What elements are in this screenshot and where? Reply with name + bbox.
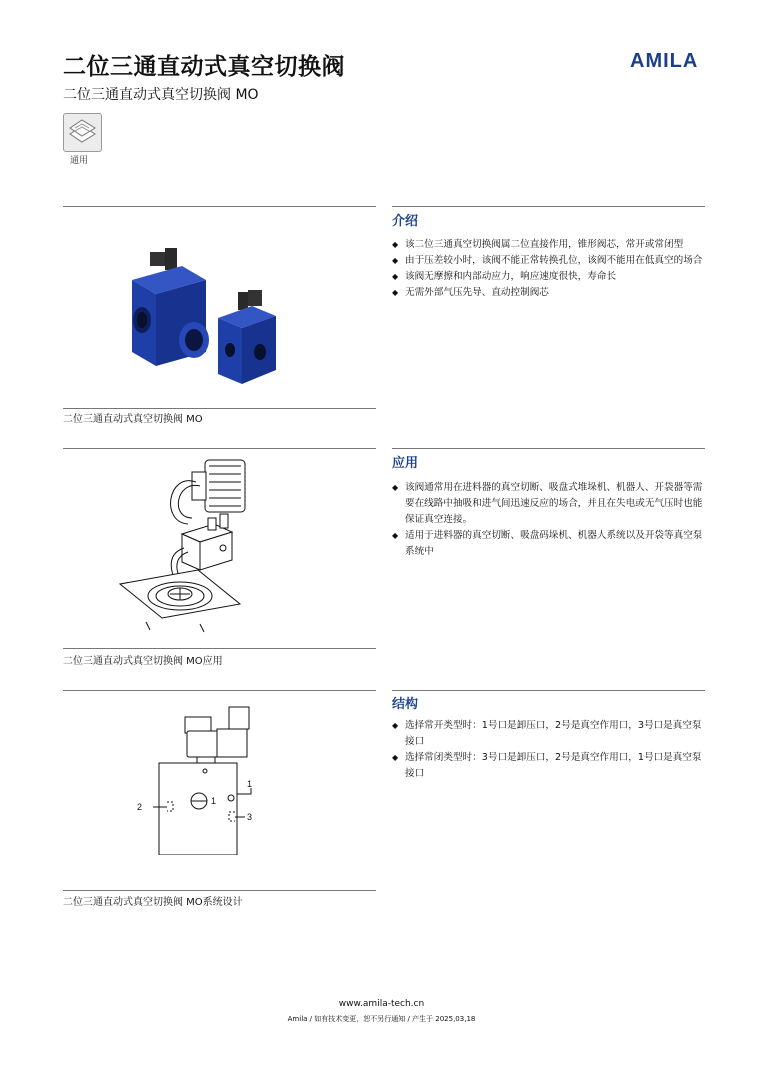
list-item: ◆ 无需外部气压先导、直动控制阀芯 bbox=[392, 285, 710, 301]
caption-divider-2 bbox=[63, 648, 376, 649]
list-item: ◆ 该阀通常用在进料器的真空切断、吸盘式堆垛机、机器人、开袋器等需要在线路中抽吸和进气间迅速反应的场合，并且在失电或无气压时也能保证真空连接。 bbox=[392, 480, 710, 528]
list-item: ◆ 该二位三通真空切换阀属二位直接作用，锥形阀芯，常开或常闭型 bbox=[392, 237, 710, 253]
port-1-inner-label: 1 bbox=[211, 796, 217, 806]
divider-left-2 bbox=[63, 448, 376, 449]
caption-divider-3 bbox=[63, 890, 376, 891]
port-2-label: 2 bbox=[137, 802, 143, 812]
divider-left-3 bbox=[63, 690, 376, 691]
valve-product-photo bbox=[120, 240, 290, 400]
application-bullet-list bbox=[392, 480, 710, 560]
divider-right-1 bbox=[392, 206, 705, 207]
section-title-intro: 介绍 bbox=[392, 214, 419, 229]
brand-logo: AMILA bbox=[630, 50, 699, 72]
structure-diagram bbox=[133, 705, 263, 855]
section-title-application: 应用 bbox=[392, 456, 419, 471]
figure-caption-structure: 二位三通直动式真空切换阀 MO系统设计 bbox=[63, 897, 243, 908]
port-1-label: 1 bbox=[247, 779, 253, 789]
list-item: ◆ 选择常闭类型时：3号口是卸压口，2号是真空作用口，1号口是真空泵接口 bbox=[392, 750, 710, 782]
caption-divider-1 bbox=[63, 408, 376, 409]
list-item: ◆ 该阀无摩擦和内部动应力，响应速度很快，寿命长 bbox=[392, 269, 710, 285]
footer-note: Amila / 如有技术变更，恕不另行通知 / 产生于 2025,03,18 bbox=[287, 1015, 476, 1023]
list-item: ◆ 适用于进料器的真空切断、吸盘码垛机、机器人系统以及开袋等真空泵系统中 bbox=[392, 528, 710, 560]
badge-label: 通用 bbox=[70, 156, 89, 166]
application-illustration bbox=[110, 452, 250, 637]
section-title-structure: 结构 bbox=[392, 697, 419, 712]
divider-left-1 bbox=[63, 206, 376, 207]
page-subtitle: 二位三通直动式真空切换阀 MO bbox=[63, 87, 259, 103]
intro-bullet-list bbox=[392, 237, 710, 301]
footer-website-link[interactable]: www.amila-tech.cn bbox=[338, 999, 425, 1009]
figure-caption-application: 二位三通直动式真空切换阀 MO应用 bbox=[63, 656, 223, 667]
divider-right-3 bbox=[392, 690, 705, 691]
port-3-label: 3 bbox=[247, 812, 253, 822]
general-purpose-icon bbox=[63, 113, 102, 152]
page-title: 二位三通直动式真空切换阀 bbox=[63, 54, 345, 80]
figure-caption-intro: 二位三通直动式真空切换阀 MO bbox=[63, 414, 203, 425]
list-item: ◆ 由于压差较小时，该阀不能正常转换孔位，该阀不能用在低真空的场合 bbox=[392, 253, 710, 269]
divider-right-2 bbox=[392, 448, 705, 449]
list-item: ◆ 选择常开类型时：1号口是卸压口，2号是真空作用口，3号口是真空泵接口 bbox=[392, 718, 710, 750]
structure-bullet-list bbox=[392, 718, 710, 782]
